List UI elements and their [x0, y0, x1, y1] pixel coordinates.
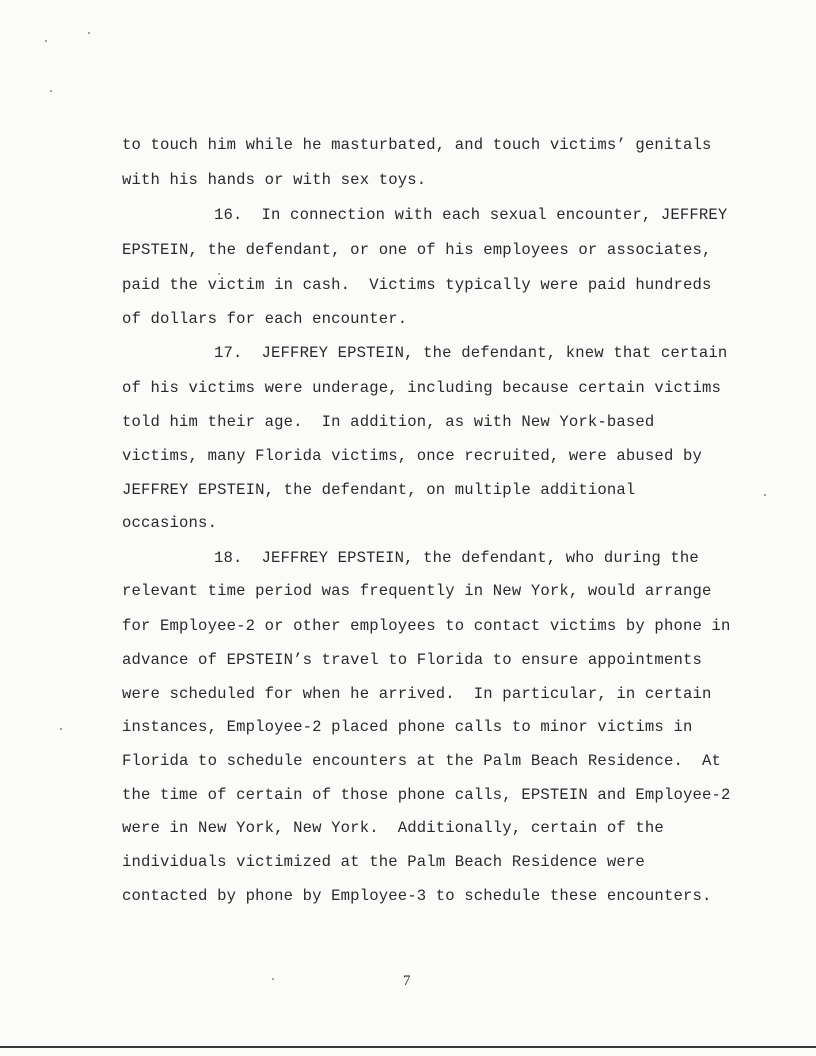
paragraph-16-start: 16. In connection with each sexual encounter, JEFFREY — [214, 206, 728, 224]
text-line: JEFFREY EPSTEIN, the defendant, on multiple additional — [122, 481, 636, 499]
page-number: 7 — [403, 973, 411, 989]
paragraph-18-start: 18. JEFFREY EPSTEIN, the defendant, who during the — [214, 549, 699, 567]
scan-speck — [60, 728, 62, 730]
text-line: paid the victim in cash. Victims typically were paid hundreds — [122, 276, 712, 294]
text-line: were in New York, New York. Additionally, certain of the — [122, 819, 664, 837]
scan-speck — [88, 32, 90, 34]
text-line: relevant time period was frequently in New York, would arrange — [122, 582, 712, 600]
scan-speck — [45, 40, 47, 42]
text-line: for Employee-2 or other employees to contact victims by phone in — [122, 617, 731, 635]
text-line: individuals victimized at the Palm Beach Residence were — [122, 853, 645, 871]
text-line: of his victims were underage, including because certain victims — [122, 379, 721, 397]
text-line: the time of certain of those phone calls, EPSTEIN and Employee-2 — [122, 786, 731, 804]
scan-speck — [764, 494, 766, 496]
text-line: occasions. — [122, 514, 218, 532]
text-line: to touch him while he masturbated, and touch victims’ genitals — [122, 136, 712, 154]
paragraph-17-start: 17. JEFFREY EPSTEIN, the defendant, knew that certain — [214, 344, 728, 362]
page-bottom-rule — [0, 1046, 816, 1048]
text-line: advance of EPSTEIN’s travel to Florida to ensure appointments — [122, 651, 702, 669]
text-line: were scheduled for when he arrived. In particular, in certain — [122, 685, 712, 703]
scan-speck — [50, 90, 52, 92]
scan-speck — [272, 978, 274, 980]
text-line: told him their age. In addition, as with New York-based — [122, 413, 655, 431]
text-line: contacted by phone by Employee-3 to schedule these encounters. — [122, 887, 712, 905]
text-line: with his hands or with sex toys. — [122, 171, 427, 189]
text-line: EPSTEIN, the defendant, or one of his employees or associates, — [122, 241, 712, 259]
text-line: instances, Employee-2 placed phone calls to minor victims in — [122, 718, 693, 736]
text-line: Florida to schedule encounters at the Palm Beach Residence. At — [122, 752, 721, 770]
text-line: of dollars for each encounter. — [122, 310, 408, 328]
scan-speck — [218, 273, 220, 275]
text-line: victims, many Florida victims, once recruited, were abused by — [122, 447, 702, 465]
